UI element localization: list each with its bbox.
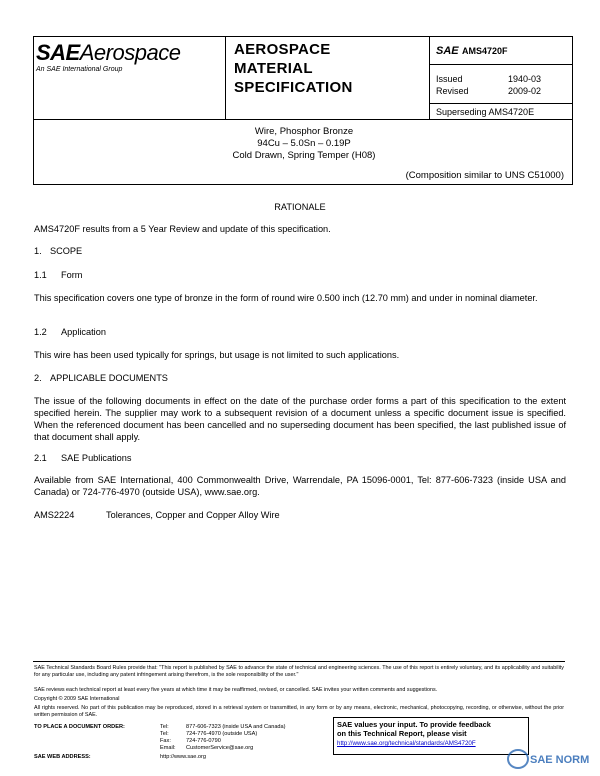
title-line-3: Cold Drawn, Spring Temper (H08) <box>232 150 376 161</box>
section-2-heading <box>34 372 566 384</box>
superseding-text: Superseding AMS4720E <box>436 107 535 117</box>
header-table <box>33 36 573 120</box>
spec-title-cell <box>226 37 430 119</box>
section-1-title: SCOPE <box>50 246 83 256</box>
spec-title-line-1: AEROSPACE <box>234 41 331 58</box>
feedback-box <box>333 717 529 755</box>
section-1-2-number: 1.2 <box>34 327 47 337</box>
spec-title-line-2: MATERIAL <box>234 60 313 77</box>
info-divider-2 <box>430 103 573 104</box>
reference-row <box>34 509 566 521</box>
feedback-line-1: SAE values your input. To provide feedback <box>337 720 491 729</box>
footer-copyright: Copyright © 2009 SAE International <box>34 696 120 702</box>
footer-divider <box>33 661 565 662</box>
tel1-label: Tel: <box>160 724 169 730</box>
rationale-heading: RATIONALE <box>274 202 326 212</box>
composition-note: (Composition similar to UNS C51000) <box>405 170 564 181</box>
logo-sae-text: SAE <box>36 40 80 65</box>
spec-title-line-3: SPECIFICATION <box>234 79 353 96</box>
info-divider <box>430 64 573 65</box>
issued-value: 1940-03 <box>508 74 542 84</box>
email-label: Email: <box>160 745 176 751</box>
footer-review-text: SAE reviews each technical report at least every five years at which time it may be reaffirmed, revised, or cancelled. SAE invites your written comments and suggestions. <box>34 687 438 693</box>
section-2-1-number: 2.1 <box>34 453 47 463</box>
sae-small-logo: SAE <box>436 45 459 57</box>
fax-value: 724-776-0790 <box>186 738 221 744</box>
title-box <box>33 119 573 185</box>
fax-label: Fax: <box>160 738 171 744</box>
feedback-link[interactable]: http://www.sae.org/technical/standards/AMS4720F <box>337 740 476 747</box>
logo-tagline: An SAE International Group <box>36 66 123 73</box>
section-2-1-text: Available from SAE International, 400 Commonwealth Drive, Warrendale, PA 15096-0001, Tel: 877-606-7323 (inside USA and Canada) or 724-776-4970 (outside USA), www.sae.org. <box>34 475 566 497</box>
section-1-heading <box>34 245 566 257</box>
section-1-1-number: 1.1 <box>34 270 47 280</box>
tel1-value: 877-606-7323 (inside USA and Canada) <box>186 724 286 730</box>
footer-rights-text: All rights reserved. No part of this publication may be reproduced, stored in a retrieval system or transmitted, in any form or by any means, electronic, mechanical, photocopying, recording, or otherwise, without the prior written permission of SAE. <box>34 705 564 719</box>
reference-code: AMS2224 <box>34 510 75 520</box>
title-line-2: 94Cu – 5.0Sn – 0.19P <box>257 138 351 149</box>
section-2-1-heading <box>34 452 566 464</box>
email-value[interactable]: CustomerService@sae.org <box>186 745 254 751</box>
rationale-text: AMS4720F results from a 5 Year Review and update of this specification. <box>34 224 331 234</box>
watermark-text: SAE NORM <box>530 754 590 766</box>
revised-value: 2009-02 <box>508 86 542 96</box>
section-2-title: APPLICABLE DOCUMENTS <box>50 373 168 383</box>
section-1-2-text: This wire has been used typically for springs, but usage is not limited to such applications. <box>34 350 400 360</box>
section-1-number: 1. <box>34 246 42 256</box>
sae-aerospace-logo <box>36 40 180 66</box>
section-1-2-title: Application <box>61 327 106 337</box>
footer-rules-text: SAE Technical Standards Board Rules provide that: "This report is published by SAE to advance the state of technical and engineering sciences. The use of this report is entirely voluntary, and its applicability and suitability for any particular use, including any patent infringement arising therefrom, is the sole responsibility of the user." <box>34 665 564 679</box>
title-line-1: Wire, Phosphor Bronze <box>254 126 354 137</box>
section-2-1-title: SAE Publications <box>61 453 132 463</box>
issued-label: Issued <box>436 74 463 84</box>
section-1-2-heading <box>34 326 566 338</box>
spec-number: AMS4720F <box>462 46 508 56</box>
sae-norm-watermark-logo <box>506 745 600 776</box>
section-1-1-text: This specification covers one type of bronze in the form of round wire 0.500 inch (12.70 mm) and under in nominal diameter. <box>34 293 538 303</box>
tel2-value: 724-776-4970 (outside USA) <box>186 731 258 737</box>
section-1-1-heading <box>34 269 566 281</box>
logo-aerospace-text: Aerospace <box>79 40 181 65</box>
web-address-label: SAE WEB ADDRESS: <box>34 754 91 760</box>
section-2-text: The issue of the following documents in effect on the date of the purchase order forms a part of this specification to the extent specified herein. The supplier may work to a subsequent revision of a document unless a specific document issue is specified. When the referenced document has been cancelled and no superseding document has been specified, the last published issue of that document shall apply. <box>34 396 566 442</box>
logo-cell <box>34 37 226 119</box>
feedback-line-2: on this Technical Report, please visit <box>337 729 467 738</box>
spec-info-cell <box>430 37 573 119</box>
reference-title: Tolerances, Copper and Copper Alloy Wire <box>106 510 280 520</box>
tel2-label: Tel: <box>160 731 169 737</box>
web-address-value[interactable]: http://www.sae.org <box>160 754 207 760</box>
section-1-1-title: Form <box>61 270 83 280</box>
order-label: TO PLACE A DOCUMENT ORDER: <box>34 724 125 730</box>
section-2-number: 2. <box>34 373 42 383</box>
revised-label: Revised <box>436 86 469 96</box>
